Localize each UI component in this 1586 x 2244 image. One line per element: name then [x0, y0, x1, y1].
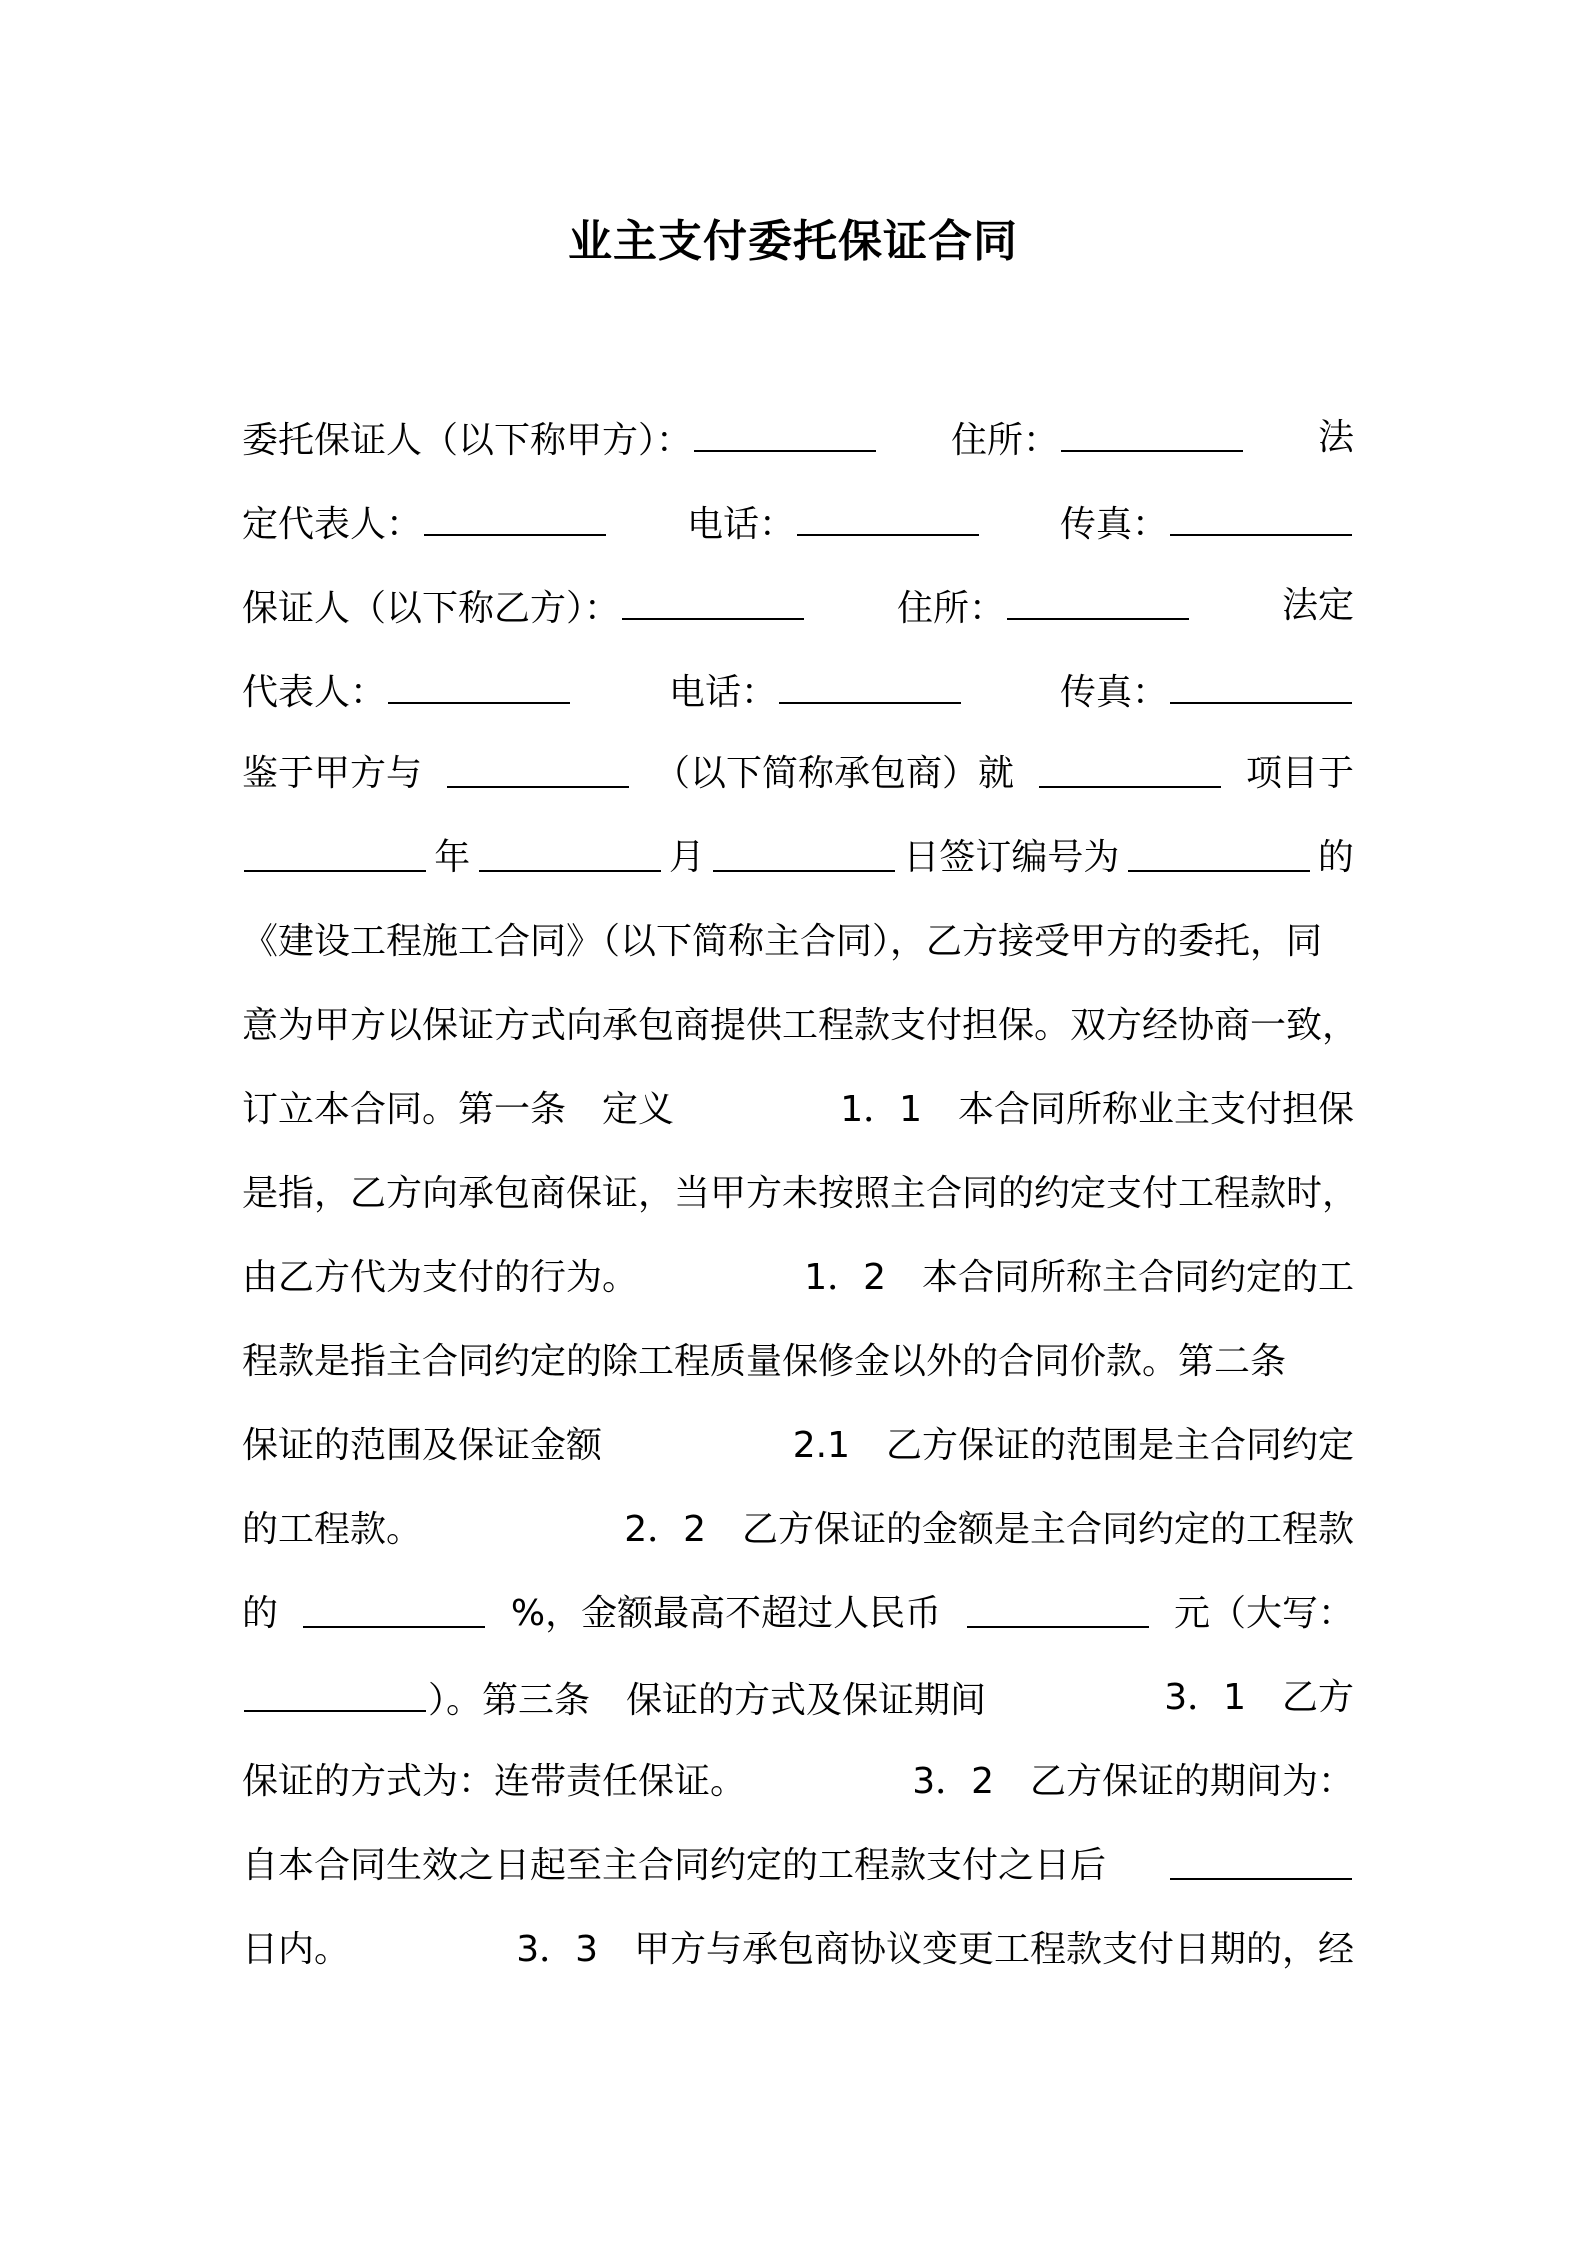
text-segment: %，金额最高不超过人民币 [510, 1593, 942, 1634]
text-segment: 鉴于甲方与 [242, 753, 423, 794]
body-line-14 [242, 1500, 1354, 1560]
party-a-name-blank[interactable] [694, 408, 876, 452]
contractor-name-blank[interactable] [447, 744, 629, 788]
party-b-rep-label-start: 法定 [1281, 585, 1354, 626]
body-line-5 [242, 744, 1354, 804]
body-line-16 [242, 1668, 1354, 1728]
text-segment: 的 [1317, 837, 1354, 878]
contract-number-blank[interactable] [1128, 828, 1310, 872]
body-line-18 [242, 1836, 1354, 1896]
text-segment: 1．1 本合同所称业主支付担保 [840, 1089, 1354, 1130]
party-a-line-1 [242, 408, 1354, 468]
body-line-15 [242, 1584, 1354, 1644]
text-segment: 元（大写： [1173, 1593, 1354, 1634]
party-a-line-2 [242, 492, 1354, 552]
text-segment: 月 [668, 837, 705, 878]
text-segment: 年 [434, 837, 471, 878]
body-line-9 [242, 1080, 1354, 1140]
text-segment: 3．1 乙方 [1164, 1677, 1354, 1718]
party-a-phone-label: 电话： [686, 504, 795, 545]
party-a-fax-blank[interactable] [1170, 492, 1352, 536]
party-b-rep-blank[interactable] [388, 660, 570, 704]
text-segment: 项目于 [1245, 753, 1354, 794]
party-b-address-blank[interactable] [1007, 576, 1189, 620]
party-a-name-label: 委托保证人（以下称甲方）： [242, 420, 693, 461]
party-b-fax-label: 传真： [1059, 672, 1168, 713]
party-b-phone-blank[interactable] [779, 660, 961, 704]
text-segment: 的工程款。 [242, 1509, 423, 1550]
project-name-blank[interactable] [1039, 744, 1221, 788]
text-segment: 的 [242, 1593, 279, 1634]
party-b-fax-blank[interactable] [1170, 660, 1352, 704]
body-line-12: 程款是指主合同约定的除工程质量保修金以外的合同价款。第二条 [242, 1341, 1287, 1382]
party-a-address-label: 住所： [950, 420, 1059, 461]
text-segment: 订立本合同。第一条 定义 [242, 1089, 675, 1130]
body-line-7: 《建设工程施工合同》（以下简称主合同），乙方接受甲方的委托，同 [242, 921, 1323, 962]
party-a-address-blank[interactable] [1061, 408, 1243, 452]
year-blank[interactable] [244, 828, 426, 872]
amount-in-words-blank[interactable] [244, 1668, 426, 1712]
text-segment: ）。第三条 保证的方式及保证期间 [428, 1680, 987, 1721]
body-line-10: 是指，乙方向承包商保证，当甲方未按照主合同的约定支付工程款时， [242, 1173, 1359, 1214]
text-segment: 自本合同生效之日起至主合同约定的工程款支付之日后 [242, 1845, 1107, 1886]
party-b-address-label: 住所： [896, 588, 1005, 629]
text-segment: 日签订编号为 [903, 837, 1120, 878]
party-a-rep-label-end: 定代表人： [242, 504, 423, 545]
text-segment: 1．2 本合同所称主合同约定的工 [804, 1257, 1354, 1298]
party-b-phone-label: 电话： [668, 672, 777, 713]
party-a-fax-label: 传真： [1059, 504, 1168, 545]
body-line-13 [242, 1416, 1354, 1476]
amount-blank[interactable] [967, 1584, 1149, 1628]
text-segment: （以下简称承包商）就 [653, 753, 1014, 794]
party-b-line-2 [242, 660, 1354, 720]
text-segment: 2.1 乙方保证的范围是主合同约定 [792, 1425, 1354, 1466]
day-blank[interactable] [713, 828, 895, 872]
text-segment: 2．2 乙方保证的金额是主合同约定的工程款 [624, 1509, 1354, 1550]
party-a-phone-blank[interactable] [797, 492, 979, 536]
document-title: 业主支付委托保证合同 [568, 216, 1018, 267]
percentage-blank[interactable] [303, 1584, 485, 1628]
text-segment: 保证的方式为：连带责任保证。 [242, 1761, 747, 1802]
text-segment: 3．3 甲方与承包商协议变更工程款支付日期的，经 [516, 1929, 1354, 1970]
text-segment: 3．2 乙方保证的期间为： [912, 1761, 1354, 1802]
text-segment: 保证的范围及保证金额 [242, 1425, 603, 1466]
text-segment: 由乙方代为支付的行为。 [242, 1257, 639, 1298]
party-b-rep-label-end: 代表人： [242, 672, 387, 713]
party-a-rep-label-start: 法 [1317, 417, 1354, 458]
body-line-6 [242, 828, 1354, 888]
body-line-17 [242, 1752, 1354, 1812]
body-line-11 [242, 1248, 1354, 1308]
party-b-name-label: 保证人（以下称乙方）： [242, 588, 621, 629]
party-a-rep-blank[interactable] [424, 492, 606, 536]
body-line-19 [242, 1920, 1354, 1980]
party-b-name-blank[interactable] [622, 576, 804, 620]
days-blank[interactable] [1170, 1836, 1352, 1880]
party-b-line-1 [242, 576, 1354, 636]
body-line-8: 意为甲方以保证方式向承包商提供工程款支付担保。双方经协商一致， [242, 1005, 1359, 1046]
month-blank[interactable] [479, 828, 661, 872]
text-segment: 日内。 [242, 1929, 351, 1970]
